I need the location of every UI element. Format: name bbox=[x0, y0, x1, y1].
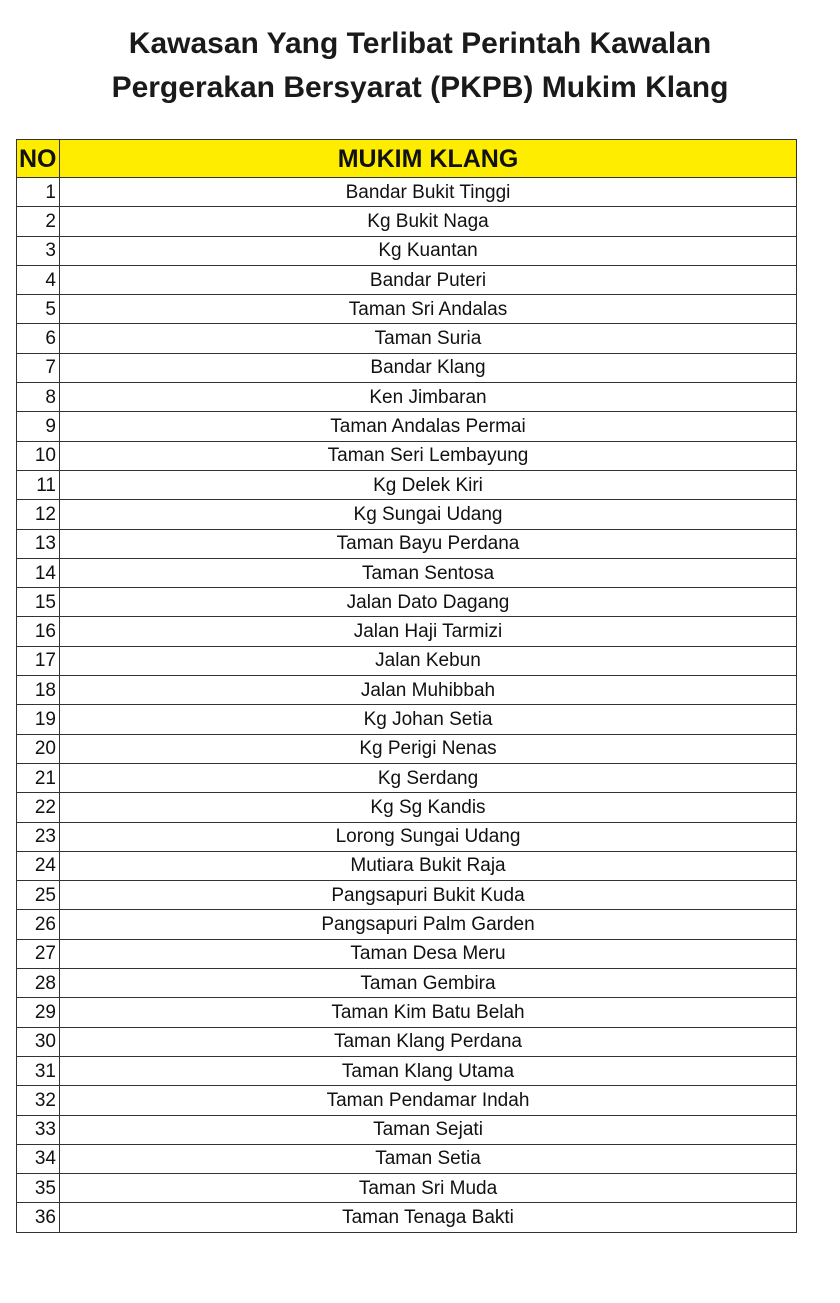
area-table bbox=[16, 139, 797, 1233]
row-number: 19 bbox=[17, 705, 60, 734]
table-row bbox=[17, 1144, 797, 1173]
row-number: 36 bbox=[17, 1203, 60, 1232]
table-row bbox=[17, 207, 797, 236]
area-name: Taman Desa Meru bbox=[60, 939, 797, 968]
row-number: 8 bbox=[17, 383, 60, 412]
area-name: Taman Bayu Perdana bbox=[60, 529, 797, 558]
row-number: 25 bbox=[17, 881, 60, 910]
row-number: 2 bbox=[17, 207, 60, 236]
area-name: Taman Sejati bbox=[60, 1115, 797, 1144]
table-row bbox=[17, 705, 797, 734]
area-name: Kg Perigi Nenas bbox=[60, 734, 797, 763]
table-row bbox=[17, 529, 797, 558]
table-row bbox=[17, 1115, 797, 1144]
row-number: 23 bbox=[17, 822, 60, 851]
row-number: 9 bbox=[17, 412, 60, 441]
row-number: 21 bbox=[17, 763, 60, 792]
area-name: Kg Johan Setia bbox=[60, 705, 797, 734]
row-number: 26 bbox=[17, 910, 60, 939]
row-number: 16 bbox=[17, 617, 60, 646]
area-name: Bandar Puteri bbox=[60, 265, 797, 294]
header-row bbox=[17, 140, 797, 178]
table-row bbox=[17, 1056, 797, 1085]
table-row bbox=[17, 646, 797, 675]
area-name: Jalan Muhibbah bbox=[60, 676, 797, 705]
row-number: 10 bbox=[17, 441, 60, 470]
area-name: Kg Bukit Naga bbox=[60, 207, 797, 236]
header-no: NO bbox=[17, 140, 60, 178]
area-name: Kg Kuantan bbox=[60, 236, 797, 265]
table-row bbox=[17, 910, 797, 939]
row-number: 7 bbox=[17, 353, 60, 382]
area-name: Taman Gembira bbox=[60, 969, 797, 998]
table-row bbox=[17, 1174, 797, 1203]
area-name: Taman Sri Muda bbox=[60, 1174, 797, 1203]
area-name: Kg Serdang bbox=[60, 763, 797, 792]
row-number: 11 bbox=[17, 470, 60, 499]
table-row bbox=[17, 822, 797, 851]
row-number: 5 bbox=[17, 295, 60, 324]
table-header bbox=[17, 140, 797, 178]
table-row bbox=[17, 998, 797, 1027]
table-row bbox=[17, 236, 797, 265]
table-row bbox=[17, 295, 797, 324]
table-row bbox=[17, 676, 797, 705]
area-name: Ken Jimbaran bbox=[60, 383, 797, 412]
area-name: Taman Pendamar Indah bbox=[60, 1086, 797, 1115]
table-row bbox=[17, 617, 797, 646]
row-number: 30 bbox=[17, 1027, 60, 1056]
area-name: Taman Sri Andalas bbox=[60, 295, 797, 324]
table-row bbox=[17, 558, 797, 587]
table-row bbox=[17, 383, 797, 412]
row-number: 3 bbox=[17, 236, 60, 265]
area-name: Taman Seri Lembayung bbox=[60, 441, 797, 470]
area-name: Taman Kim Batu Belah bbox=[60, 998, 797, 1027]
row-number: 31 bbox=[17, 1056, 60, 1085]
area-name: Bandar Bukit Tinggi bbox=[60, 178, 797, 207]
row-number: 4 bbox=[17, 265, 60, 294]
title-line-2: Pergerakan Bersyarat (PKPB) Mukim Klang bbox=[111, 71, 729, 104]
table-row bbox=[17, 265, 797, 294]
row-number: 6 bbox=[17, 324, 60, 353]
area-name: Jalan Dato Dagang bbox=[60, 588, 797, 617]
area-name: Taman Tenaga Bakti bbox=[60, 1203, 797, 1232]
row-number: 29 bbox=[17, 998, 60, 1027]
row-number: 1 bbox=[17, 178, 60, 207]
table-row bbox=[17, 1027, 797, 1056]
table-body bbox=[17, 178, 797, 1233]
row-number: 33 bbox=[17, 1115, 60, 1144]
table-row bbox=[17, 353, 797, 382]
area-name: Kg Delek Kiri bbox=[60, 470, 797, 499]
area-name: Bandar Klang bbox=[60, 353, 797, 382]
title-line-1: Kawasan Yang Terlibat Perintah Kawalan bbox=[128, 27, 712, 60]
row-number: 12 bbox=[17, 500, 60, 529]
area-name: Taman Andalas Permai bbox=[60, 412, 797, 441]
table-row bbox=[17, 793, 797, 822]
row-number: 13 bbox=[17, 529, 60, 558]
table-row bbox=[17, 1203, 797, 1232]
row-number: 22 bbox=[17, 793, 60, 822]
document-title bbox=[0, 22, 840, 110]
table-row bbox=[17, 441, 797, 470]
area-name: Pangsapuri Palm Garden bbox=[60, 910, 797, 939]
row-number: 27 bbox=[17, 939, 60, 968]
row-number: 14 bbox=[17, 558, 60, 587]
table-row bbox=[17, 412, 797, 441]
row-number: 35 bbox=[17, 1174, 60, 1203]
row-number: 20 bbox=[17, 734, 60, 763]
area-name: Taman Setia bbox=[60, 1144, 797, 1173]
table-row bbox=[17, 588, 797, 617]
area-name: Lorong Sungai Udang bbox=[60, 822, 797, 851]
table-row bbox=[17, 881, 797, 910]
area-name: Jalan Haji Tarmizi bbox=[60, 617, 797, 646]
table-row bbox=[17, 939, 797, 968]
table-row bbox=[17, 1086, 797, 1115]
row-number: 28 bbox=[17, 969, 60, 998]
row-number: 17 bbox=[17, 646, 60, 675]
table-row bbox=[17, 500, 797, 529]
row-number: 34 bbox=[17, 1144, 60, 1173]
area-name: Taman Klang Utama bbox=[60, 1056, 797, 1085]
table-row bbox=[17, 734, 797, 763]
table-row bbox=[17, 969, 797, 998]
area-name: Taman Sentosa bbox=[60, 558, 797, 587]
area-name: Kg Sg Kandis bbox=[60, 793, 797, 822]
table-row bbox=[17, 851, 797, 880]
row-number: 32 bbox=[17, 1086, 60, 1115]
row-number: 24 bbox=[17, 851, 60, 880]
row-number: 18 bbox=[17, 676, 60, 705]
area-name: Kg Sungai Udang bbox=[60, 500, 797, 529]
table-row bbox=[17, 470, 797, 499]
row-number: 15 bbox=[17, 588, 60, 617]
table-row bbox=[17, 324, 797, 353]
area-name: Mutiara Bukit Raja bbox=[60, 851, 797, 880]
table-row bbox=[17, 178, 797, 207]
area-name: Taman Klang Perdana bbox=[60, 1027, 797, 1056]
table-row bbox=[17, 763, 797, 792]
area-name: Jalan Kebun bbox=[60, 646, 797, 675]
area-name: Taman Suria bbox=[60, 324, 797, 353]
area-name: Pangsapuri Bukit Kuda bbox=[60, 881, 797, 910]
header-mukim-klang: MUKIM KLANG bbox=[60, 140, 797, 178]
